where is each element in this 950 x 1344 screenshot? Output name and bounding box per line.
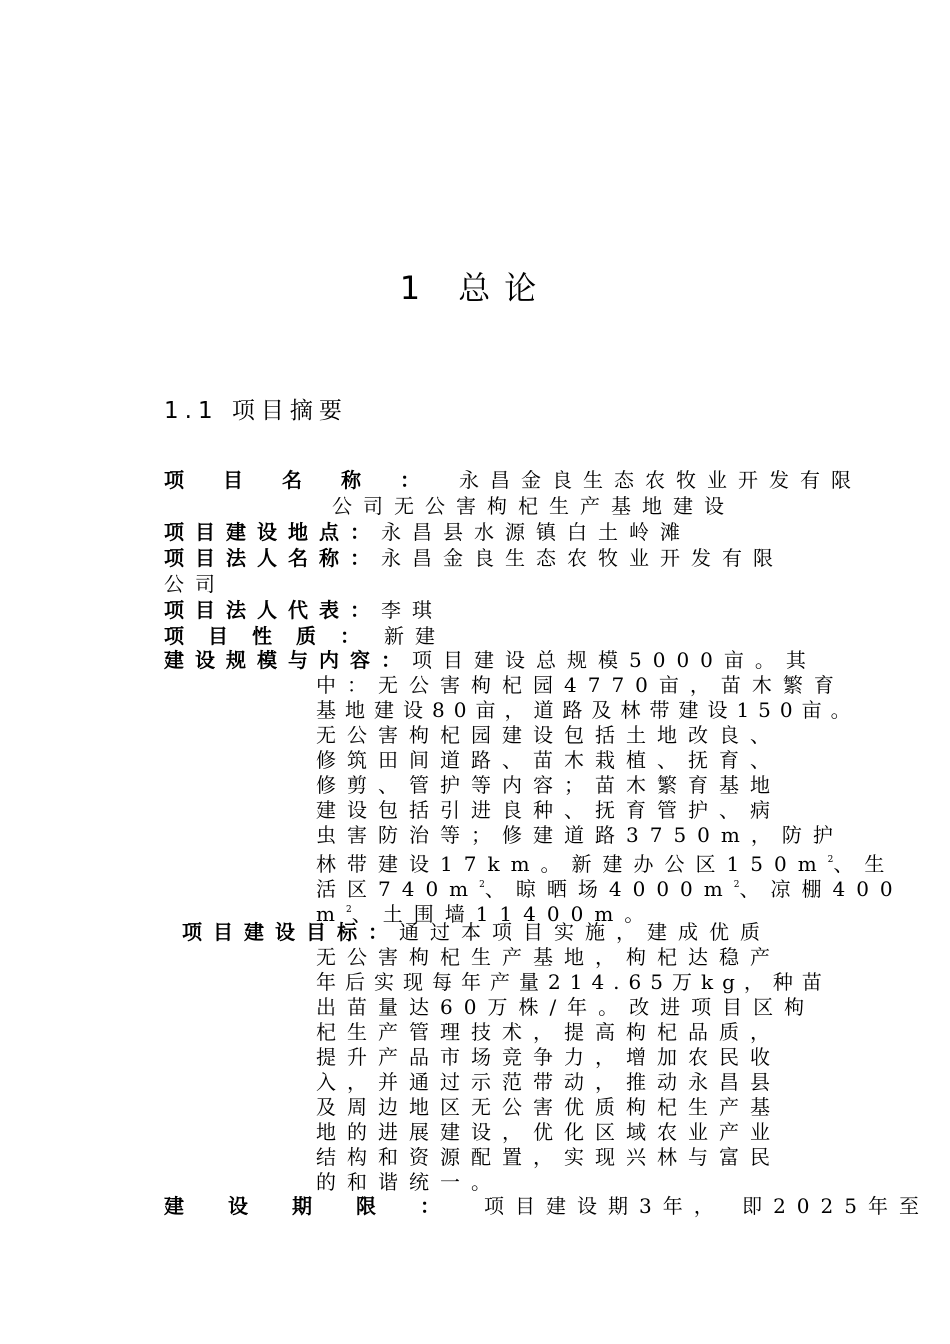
- field-goal-line-10: 结构和资源配置，实现兴林与富民: [316, 1145, 781, 1169]
- field-legal-name-row: [164, 546, 784, 571]
- field-period-value: 项目建设期3年， 即2025年至: [484, 1194, 930, 1218]
- field-goal-line-6: 提升产品市场竞争力，增加农民收: [316, 1045, 781, 1069]
- field-scale-line-8: 虫害防治等；修建道路3750m，防护: [316, 823, 844, 847]
- field-scale-line-6: 修剪、管护等内容；苗木繁育基地: [316, 773, 781, 797]
- field-goal-line-3: 年后实现每年产量214.65万kg，种苗: [316, 970, 831, 994]
- field-scale-line-4: 无公害枸杞园建设包括土地改良、: [316, 723, 781, 747]
- field-nature-row: [164, 624, 446, 649]
- field-scale-line-10: 活区$740m^2$、晾晒场$4000m^2$、凉棚400: [316, 877, 904, 901]
- field-representative-label: 项目法人代表：: [164, 598, 381, 622]
- field-goal-line-11: 的和谐统一。: [316, 1170, 502, 1194]
- field-name-row: [164, 468, 862, 493]
- field-location-row: [164, 520, 691, 545]
- field-scale-line-1: 项目建设总规模5000亩。其: [412, 648, 817, 672]
- field-scale-row: [164, 648, 817, 673]
- field-legal-name-line-1: 永昌金良生态农牧业开发有限: [381, 546, 784, 570]
- field-nature-label: 项目性质：: [164, 624, 384, 648]
- field-goal-line-5: 杞生产管理技术，提高枸杞品质，: [316, 1020, 781, 1044]
- field-period-row: [164, 1194, 930, 1219]
- field-name-line-1: 永昌金良生态农牧业开发有限: [459, 468, 862, 492]
- field-legal-name-label: 项目法人名称：: [164, 546, 381, 570]
- field-name-line-2: 公司无公害枸杞生产基地建设: [332, 494, 735, 518]
- section-title: 1.1 项目摘要: [164, 398, 348, 424]
- field-goal-label: 项目建设目标：: [182, 920, 399, 944]
- chapter-title: 1 总论: [399, 269, 551, 307]
- field-goal-row: [182, 920, 771, 945]
- field-scale-label: 建设规模与内容：: [164, 648, 412, 672]
- field-period-label: 建设期限：: [164, 1194, 484, 1218]
- field-location-label: 项目建设地点：: [164, 520, 381, 544]
- field-goal-line-8: 及周边地区无公害优质枸杞生产基: [316, 1095, 781, 1119]
- field-nature-value: 新建: [384, 624, 446, 648]
- field-scale-line-11: $m^2$、土围墙11400m。: [316, 902, 656, 926]
- field-location-value: 永昌县水源镇白土岭滩: [381, 520, 691, 544]
- field-scale-line-7: 建设包括引进良种、抚育管护、病: [316, 798, 781, 822]
- field-name-label: 项目名称：: [164, 468, 459, 492]
- field-representative-value: 李琪: [381, 598, 443, 622]
- field-legal-name-line-2: 公司: [164, 572, 226, 596]
- field-goal-line-2: 无公害枸杞生产基地，枸杞达稳产: [316, 945, 781, 969]
- field-goal-line-1: 通过本项目实施，建成优质: [399, 920, 771, 944]
- field-scale-line-9: 林带建设17km。新建办公区$150m^2$、生: [316, 852, 896, 876]
- field-goal-line-9: 地的进展建设，优化区域农业产业: [316, 1120, 781, 1144]
- field-scale-line-3: 基地建设80亩，道路及林带建设150亩。: [316, 698, 860, 722]
- field-goal-line-7: 入，并通过示范带动，推动永昌县: [316, 1070, 781, 1094]
- field-representative-row: [164, 598, 443, 623]
- field-goal-line-4: 出苗量达60万株/年。改进项目区枸: [316, 995, 816, 1019]
- field-scale-line-5: 修筑田间道路、苗木栽植、抚育、: [316, 748, 781, 772]
- field-scale-line-2: 中：无公害枸杞园4770亩，苗木繁育: [316, 673, 845, 697]
